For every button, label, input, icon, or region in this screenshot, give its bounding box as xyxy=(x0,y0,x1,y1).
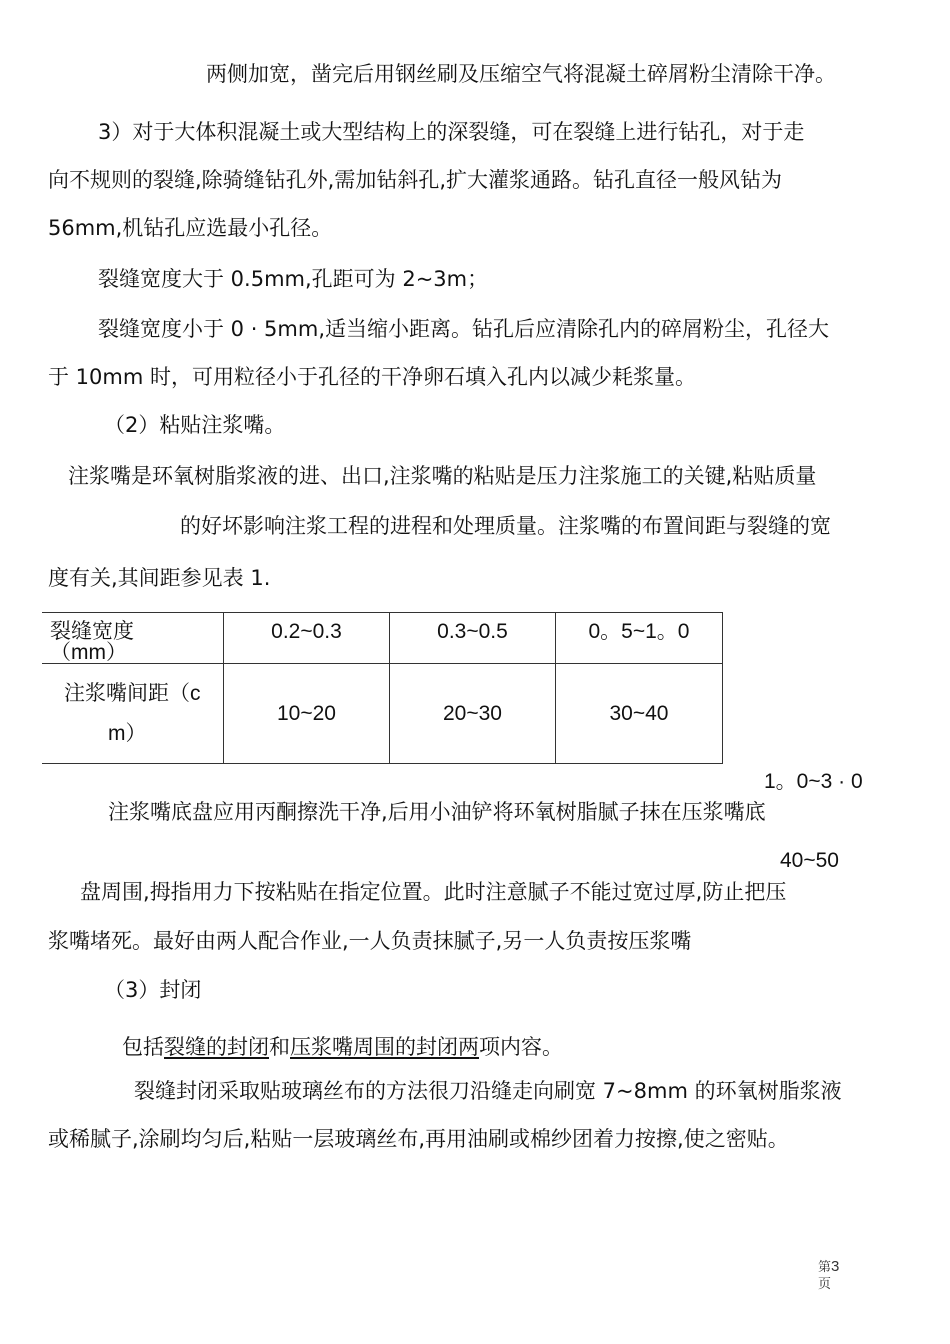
page-number-value: 3 xyxy=(831,1258,840,1275)
paragraph-line: 裂缝宽度小于 0 · 5mm,适当缩小距离。钻孔后应清除孔内的碎屑粉尘，孔径大 xyxy=(98,317,830,341)
text-run: 项内容。 xyxy=(479,1035,563,1059)
text-run: 包括 xyxy=(122,1035,164,1059)
table-cell xyxy=(390,664,556,764)
row-header-line: （mm） xyxy=(50,641,127,664)
table-cell xyxy=(224,613,390,664)
cell-value: 0。5~1。0 xyxy=(588,620,690,643)
table-row xyxy=(42,664,723,764)
underlined-term: 压浆嘴周围的封闭两 xyxy=(290,1035,479,1059)
paragraph-line: 的好坏影响注浆工程的进程和处理质量。注浆嘴的布置间距与裂缝的宽 xyxy=(180,514,831,538)
cell-value: 10~20 xyxy=(277,701,336,725)
row-header-line: 注浆嘴间距（c xyxy=(64,681,201,705)
cell-value: 30~40 xyxy=(609,701,669,725)
page-number xyxy=(818,1258,839,1293)
row-header-line: 裂缝宽度 xyxy=(50,620,134,643)
paragraph-line xyxy=(122,1033,563,1061)
text-run: 和 xyxy=(269,1035,290,1059)
row-header-line: m） xyxy=(108,721,147,745)
row-header-nozzle-spacing xyxy=(42,664,224,764)
paragraph-line: 两侧加宽，凿完后用钢丝刷及压缩空气将混凝土碎屑粉尘清除干净。 xyxy=(206,62,836,86)
row-header-crack-width xyxy=(42,613,224,664)
paragraph-line: 56mm,机钻孔应选最小孔径。 xyxy=(48,216,333,240)
paragraph-line: 浆嘴堵死。最好由两人配合作业,一人负责抹腻子,另一人负责按压浆嘴 xyxy=(48,929,692,953)
table-cell xyxy=(556,664,723,764)
paragraph-line: 注浆嘴是环氧树脂浆液的进、出口,注浆嘴的粘贴是压力注浆施工的关键,粘贴质量 xyxy=(68,464,817,488)
paragraph-line: 于 10mm 时，可用粒径小于孔径的干净卵石填入孔内以减少耗浆量。 xyxy=(48,365,696,389)
cell-value: 0.2~0.3 xyxy=(271,620,342,643)
table-row xyxy=(42,613,723,664)
overflow-cell-value: 1。0~3 · 0 xyxy=(764,770,863,793)
paragraph-line: 或稀腻子,涂刷均匀后,粘贴一层玻璃丝布,再用油刷或棉纱团着力按擦,使之密贴。 xyxy=(48,1127,789,1151)
table-cell xyxy=(556,613,723,664)
table-cell xyxy=(224,664,390,764)
table-cell xyxy=(390,613,556,664)
underlined-term: 裂缝的封闭 xyxy=(164,1035,269,1059)
cell-value: 0.3~0.5 xyxy=(437,620,508,643)
paragraph-line: 3）对于大体积混凝土或大型结构上的深裂缝，可在裂缝上进行钻孔，对于走 xyxy=(98,120,805,144)
section-heading: （3）封闭 xyxy=(104,978,202,1002)
paragraph-line: 裂缝宽度大于 0.5mm,孔距可为 2~3m； xyxy=(98,267,489,291)
page-number-prefix: 第 xyxy=(818,1260,832,1275)
cell-value: 20~30 xyxy=(443,701,502,725)
overflow-cell-value: 40~50 xyxy=(780,849,839,872)
paragraph-line: 注浆嘴底盘应用丙酮擦洗干净,后用小油铲将环氧树脂腻子抹在压浆嘴底 xyxy=(108,800,766,824)
paragraph-line: 裂缝封闭采取贴玻璃丝布的方法很刀沿缝走向刷宽 7~8mm 的环氧树脂浆液 xyxy=(134,1079,842,1103)
paragraph-line: 度有关,其间距参见表 1. xyxy=(48,566,271,590)
spacing-table xyxy=(42,612,723,764)
page-number-suffix: 页 xyxy=(818,1277,832,1292)
section-heading: （2）粘贴注浆嘴。 xyxy=(104,413,286,437)
paragraph-line: 盘周围,拇指用力下按粘贴在指定位置。此时注意腻子不能过宽过厚,防止把压 xyxy=(80,880,787,904)
paragraph-line: 向不规则的裂缝,除骑缝钻孔外,需加钻斜孔,扩大灌浆通路。钻孔直径一般风钻为 xyxy=(48,168,783,192)
